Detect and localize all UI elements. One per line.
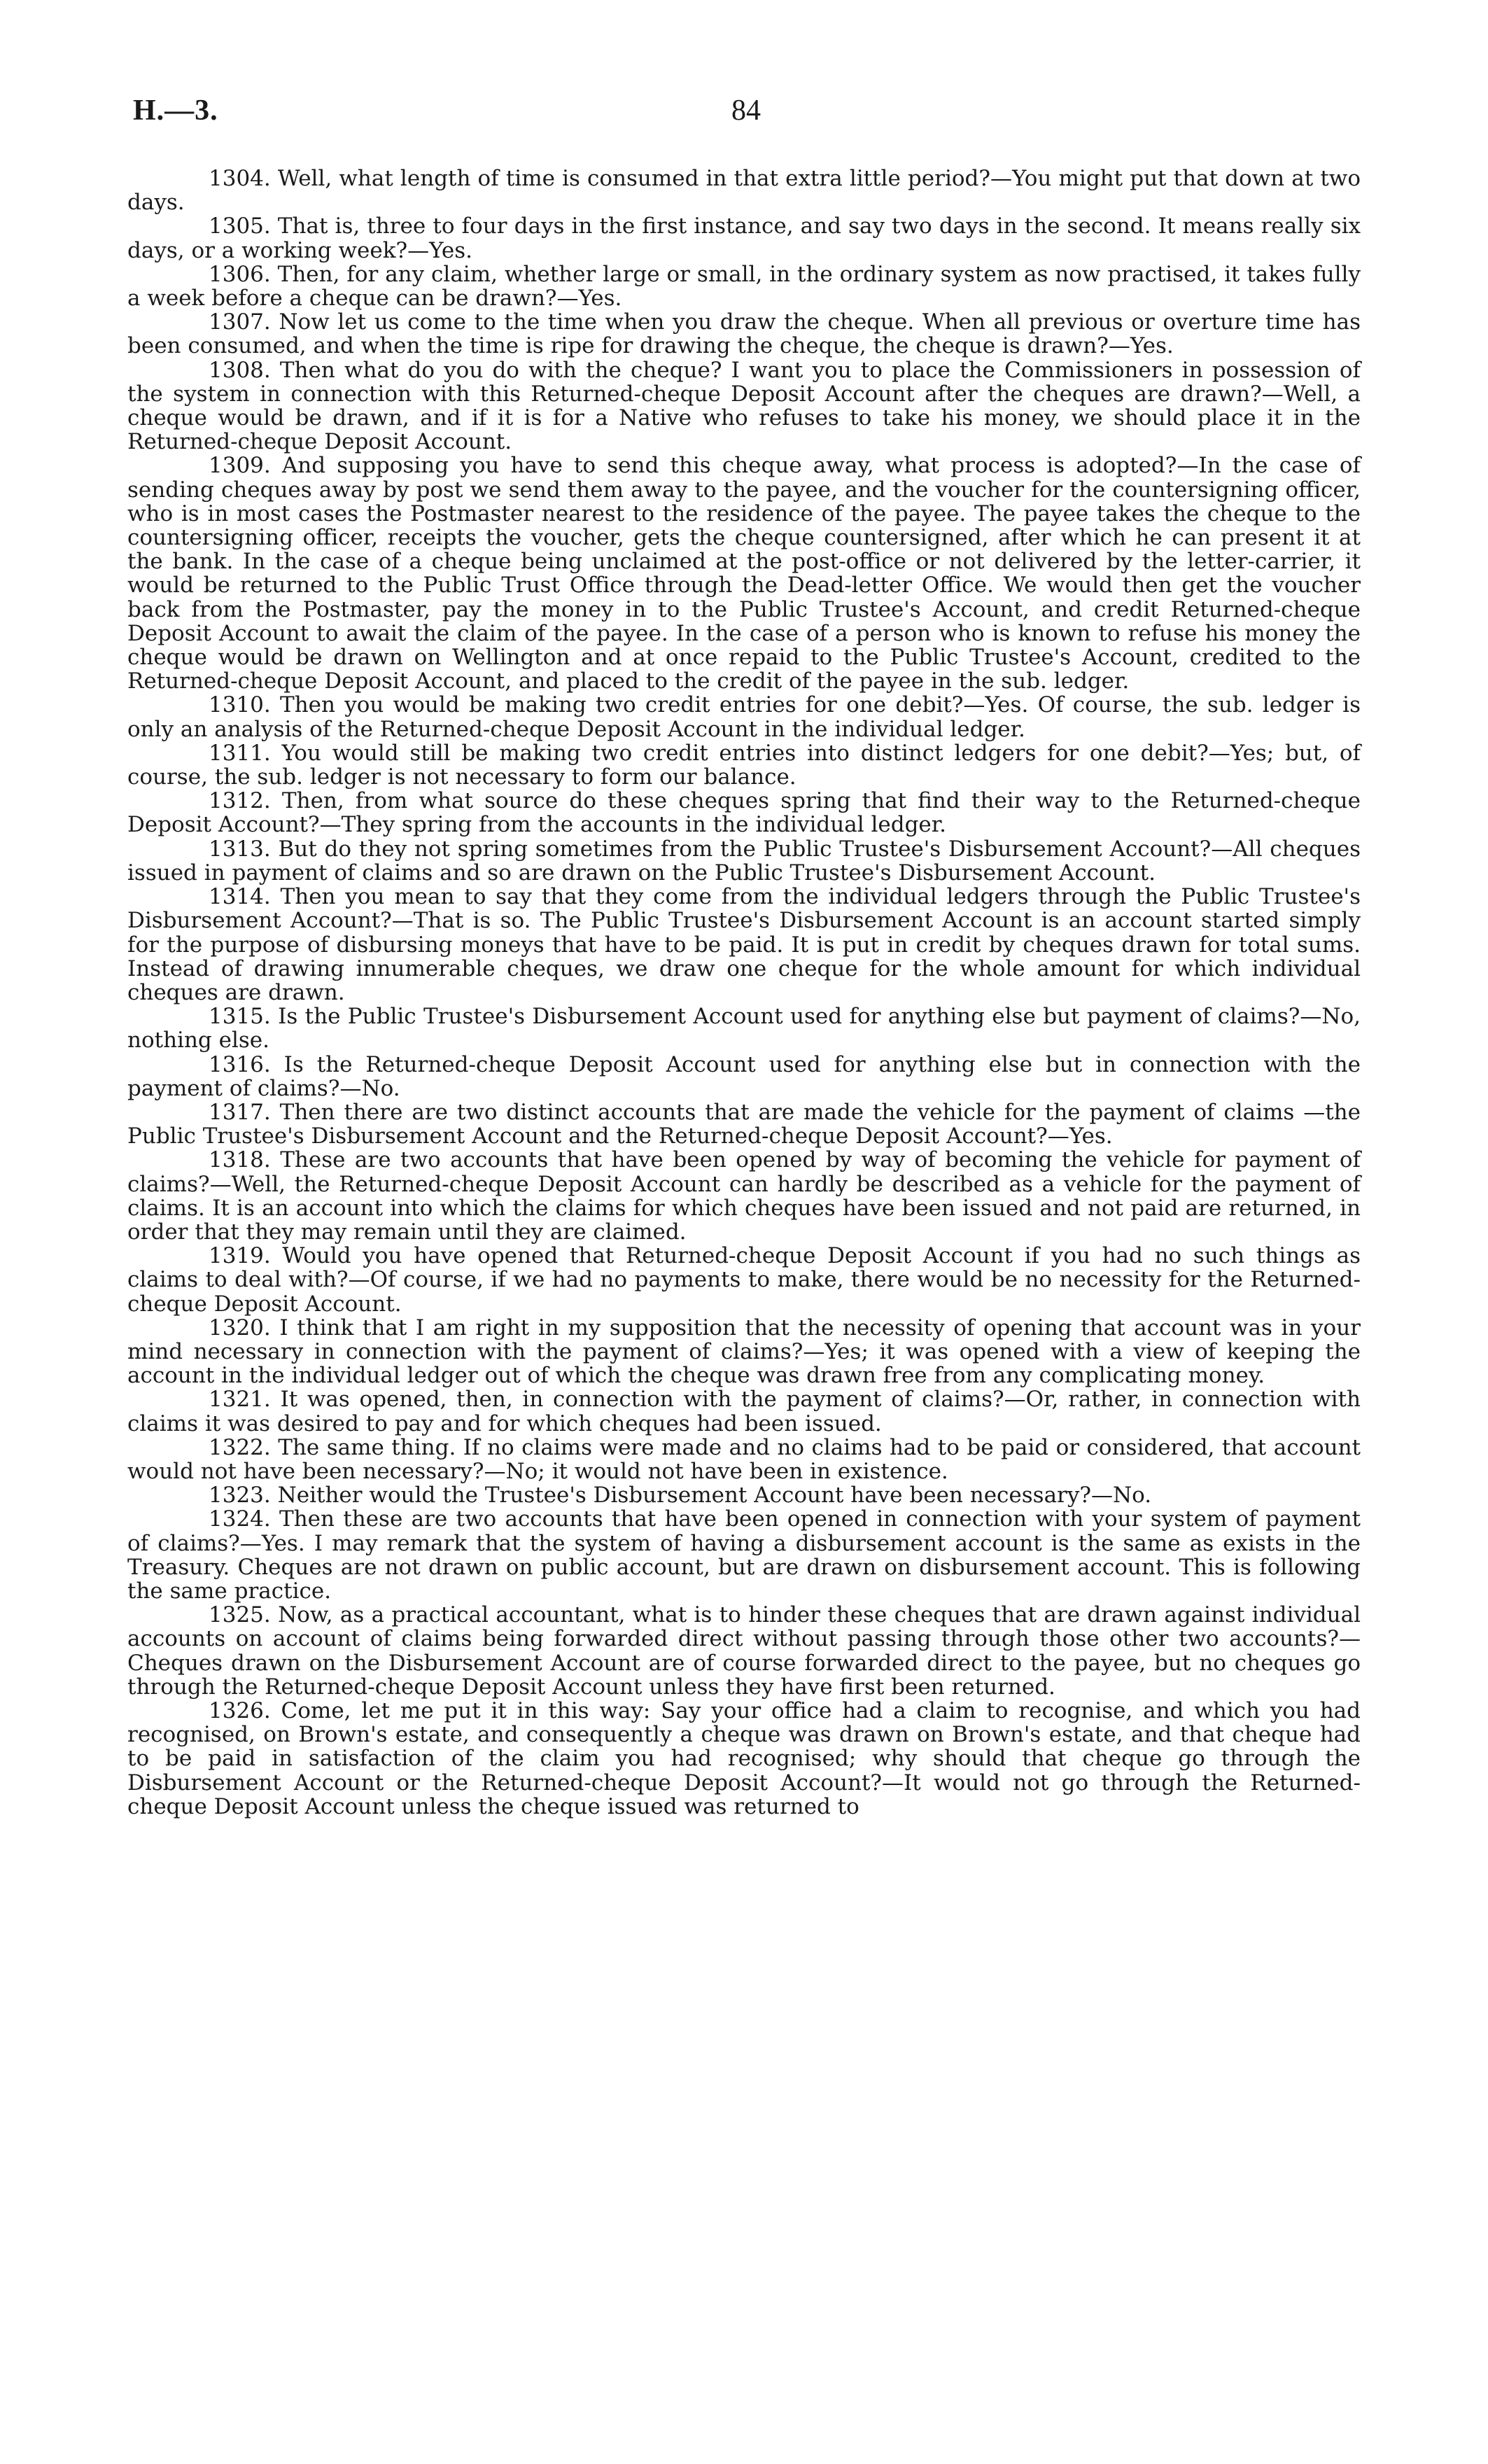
document-reference: H.—3.	[133, 94, 218, 127]
paragraph-1318: 1318. These are two accounts that have been opened by way of becoming the vehicle for payment of claims?—Well, the Returned-cheque Deposit Account can hardly be described as a vehicle for the payment of claims. It is an account into which the claims for which cheques have been issued and not paid are returned, in order that they may remain until they are claimed.	[127, 1147, 1361, 1245]
paragraph-1322: 1322. The same thing. If no claims were made and no claims had to be paid or considered, that account would not have been necessary?—No; it would not have been in existence.	[127, 1434, 1361, 1484]
paragraph-1308: 1308. Then what do you do with the cheque? I want you to place the Commissioners in possession of the system in connection with this Returned-cheque Deposit Account after the cheques are drawn?—Well, a cheque would be drawn, and if it is for a Native who refuses to take his money, we should place it in the Returned-cheque Deposit Account.	[127, 357, 1361, 455]
paragraph-1316: 1316. Is the Returned-cheque Deposit Account used for anything else but in connection with the payment of claims?—No.	[127, 1051, 1361, 1101]
paragraph-1323: 1323. Neither would the Trustee's Disbursement Account have been necessary?—No.	[209, 1483, 1152, 1508]
paragraph-1304: 1304. Well, what length of time is consumed in that extra little period?—You might put that down at two days.	[127, 166, 1361, 216]
paragraph-1313: 1313. But do they not spring sometimes from the Public Trustee's Disbursement Account?—All cheques issued in payment of claims and so are drawn on the Public Trustee's Disbursement Account.	[127, 836, 1361, 886]
paragraph-1315: 1315. Is the Public Trustee's Disbursement Account used for anything else but payment of claims?—No, nothing else.	[127, 1004, 1361, 1054]
paragraph-1314: 1314. Then you mean to say that they come from the individual ledgers through the Public Trustee's Disbursement Account?—That is so. The Public Trustee's Disbursement Account is an account started simply for the purpose of disbursing moneys that have to be paid. It is put in credit by cheques drawn for total sums. Instead of drawing innumerable cheques, we draw one cheque for the whole amount for which individual cheques are drawn.	[127, 884, 1361, 1005]
paragraph-1305: 1305. That is, three to four days in the first instance, and say two days in the second. It means really six days, or a working week?—Yes.	[127, 214, 1361, 263]
paragraph-1317: 1317. Then there are two distinct accounts that are made the vehicle for the payment of claims —the Public Trustee's Disbursement Account and the Returned-cheque Deposit Account?—Yes.	[127, 1099, 1361, 1149]
paragraph-1312: 1312. Then, from what source do these cheques spring that find their way to the Returned-cheque Deposit Account?—They spring from the accounts in the individual ledger.	[127, 788, 1361, 838]
paragraph-1324: 1324. Then these are two accounts that have been opened in connection with your system of payment of claims?—Yes. I may remark that the system of having a disbursement account is the same as exists in the Treasury. Cheques are not drawn on public account, but are drawn on disbursement account. This is following the same practice.	[127, 1506, 1361, 1604]
paragraph-1307: 1307. Now let us come to the time when you draw the cheque. When all previous or overture time has been consumed, and when the time is ripe for drawing the cheque, the cheque is drawn?—Yes.	[127, 309, 1361, 359]
evidence-text	[127, 167, 1361, 1819]
paragraph-1310: 1310. Then you would be making two credit entries for one debit?—Yes. Of course, the sub. ledger is only an analysis of the Returned-cheque Deposit Account in the individual ledger.	[127, 692, 1361, 742]
page-number: 84	[731, 94, 761, 127]
paragraph-1326: 1326. Come, let me put it in this way: Say your office had a claim to recognise, and which you had recognised, on Brown's estate, and consequently a cheque was drawn on Brown's estate, and that cheque had to be paid in satisfaction of the claim you had recognised; why should that cheque go through the Disbursement Account or the Returned-cheque Deposit Account?—It would not go through the Returned-cheque Deposit Account unless the cheque issued was returned to	[127, 1698, 1361, 1819]
paragraph-1325: 1325. Now, as a practical accountant, what is to hinder these cheques that are drawn against individual accounts on account of claims being forwarded direct without passing through those other two accounts?—Cheques drawn on the Disbursement Account are of course forwarded direct to the payee, but no cheques go through the Returned-cheque Deposit Account unless they have first been returned.	[127, 1602, 1361, 1700]
paragraph-1320: 1320. I think that I am right in my supposition that the necessity of opening that account was in your mind necessary in connection with the payment of claims?—Yes; it was opened with a view of keeping the account in the individual ledger out of which the cheque was drawn free from any complicating money.	[127, 1315, 1361, 1389]
paragraph-1311: 1311. You would still be making two credit entries into distinct ledgers for one debit?—Yes; but, of course, the sub. ledger is not necessary to form our balance.	[127, 740, 1361, 790]
paragraph-1319: 1319. Would you have opened that Returned-cheque Deposit Account if you had no such things as claims to deal with?—Of course, if we had no payments to make, there would be no necessity for the Returned-cheque Deposit Account.	[127, 1243, 1361, 1317]
paragraph-1306: 1306. Then, for any claim, whether large or small, in the ordinary system as now practised, it takes fully a week before a cheque can be drawn?—Yes.	[127, 261, 1361, 312]
paragraph-1321: 1321. It was opened, then, in connection with the payment of claims?—Or, rather, in connection with claims it was desired to pay and for which cheques had been issued.	[127, 1387, 1361, 1436]
paragraph-1309: 1309. And supposing you have to send this cheque away, what process is adopted?—In the case of sending cheques away by post we send them away to the payee, and the voucher for the countersigning officer, who is in most cases the Postmaster nearest to the residence of the payee. The payee takes the cheque to the countersigning officer, receipts the voucher, gets the cheque countersigned, after which he can present it at the bank. In the case of a cheque being unclaimed at the post-office or not delivered by the letter-carrier, it would be returned to the Public Trust Office through the Dead-letter Office. We would then get the voucher back from the Postmaster, pay the money in to the Public Trustee's Account, and credit Returned-cheque Deposit Account to await the claim of the payee. In the case of a person who is known to refuse his money the cheque would be drawn on Wellington and at once repaid to the Public Trustee's Account, credited to the Returned-cheque Deposit Account, and placed to the credit of the payee in the sub. ledger.	[127, 453, 1361, 694]
page-header	[133, 94, 1359, 136]
